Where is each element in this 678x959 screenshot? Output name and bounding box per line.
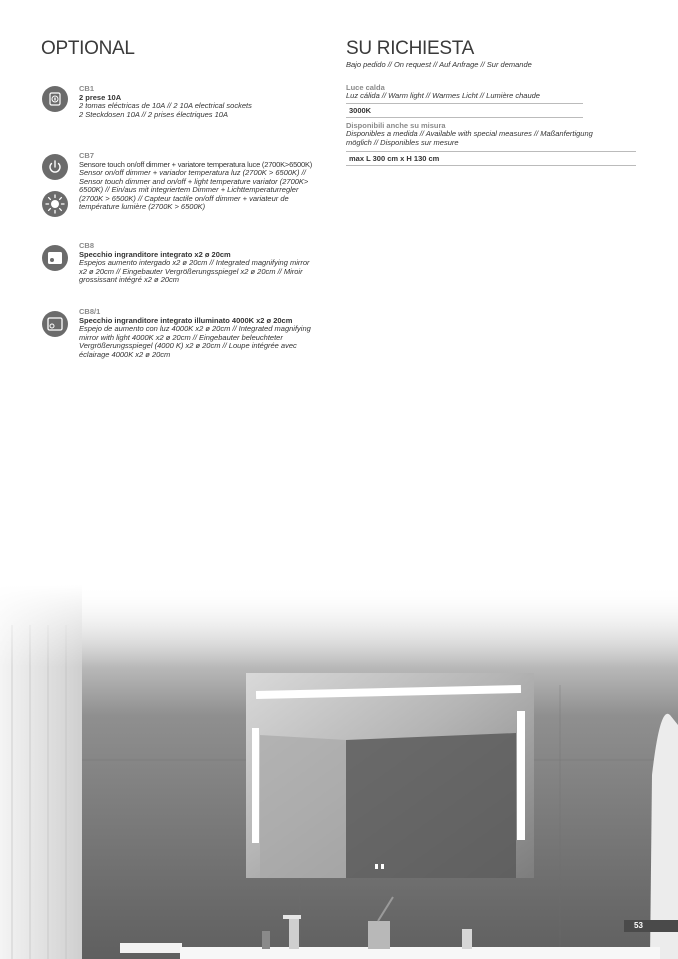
option-code: CB8 [79,241,95,250]
on-request-subtitle: Bajo pedido // On request // Auf Anfrage // Sur demande [346,60,532,69]
warm-light-label: Luce calda [346,83,385,92]
option-desc-line: 2 Steckdosen 10A // 2 prises électriques 10A [79,109,228,119]
option-desc-line: x2 ø 20cm // Eingebauter Vergrößerungsspiegel x2 ø 20cm // Miroir [79,266,303,276]
option-code: CB7 [79,151,95,160]
option-code: CB1 [79,84,95,93]
option-cb7 [79,151,334,212]
bathroom-mirror-photo [0,585,678,959]
option-title: Sensore touch on/off dimmer + variatore temperatura luce (2700K>6500K) [79,160,313,169]
option-code: CB8/1 [79,307,101,316]
power-icon [42,154,68,180]
option-desc-line: Espejo de aumento con luz 4000K x2 ø 20cm // Integrated magnifying [79,324,311,333]
option-cb8 [79,241,334,285]
option-title: 2 prese 10A [79,93,122,102]
option-title: Specchio ingranditore integrato illuminato 4000K x2 ø 20cm [79,316,293,325]
magnifying-mirror-icon [42,245,68,271]
warm-light-value: 3000K [346,103,583,118]
option-desc-line: grossissant intégré x2 ø 20cm [79,275,180,285]
custom-size-desc-line: möglich // Disponibles sur mesure [346,137,459,147]
option-desc-line: Espejos aumento intergado x2 ø 20cm // Integrated magnifying mirror [79,258,310,267]
on-request-heading: SU RICHIESTA [346,38,475,59]
option-desc-line: température lumière (2700K > 6500K) [79,202,206,212]
option-desc-line: 2 tomas eléctricas de 10A // 2 10A electrical sockets [79,101,252,110]
option-desc-line: Vergrößerungsspiegel (4000 K) x2 ø 20cm // Loupe intégrée avec [79,341,297,351]
option-title: Specchio ingranditore integrato x2 ø 20cm [79,250,231,259]
option-desc-line: éclairage 4000K x2 ø 20cm [79,349,171,359]
warm-light-desc: Luz cálida // Warm light // Warmes Licht // Lumière chaude [346,91,540,100]
option-cb1 [79,84,334,119]
warm-light-section [346,83,583,118]
option-cb8-1 [79,307,334,359]
option-desc-line: Sensor on/off dimmer + variador temperatura luz (2700K > 6500K) // [79,168,306,177]
custom-size-label: Disponibili anche su misura [346,121,446,130]
option-desc-line: 6500K) // Ein/aus mit integriertem Dimmer + Lichttemperaturregler [79,185,299,195]
illuminated-mirror-icon [42,311,68,337]
socket-icon [42,86,68,112]
page-number: 53 [624,920,678,932]
custom-size-desc-line: Disponibles a medida // Available with special measures // Maßanfertigung [346,129,593,138]
option-desc-line: mirror with light 4000K x2 ø 20cm // Eingebauter beleuchteter [79,332,283,342]
optional-heading: OPTIONAL [41,38,135,59]
custom-size-value: max L 300 cm x H 130 cm [346,151,636,166]
custom-size-section [346,121,636,166]
option-desc-line: Sensor touch dimmer and on/off + light temperature variator (2700K> [79,176,309,186]
option-desc-line: (2700K > 6500K) // Capteur tactile on/off dimmer + variateur de [79,193,289,203]
light-temperature-icon [42,191,68,217]
